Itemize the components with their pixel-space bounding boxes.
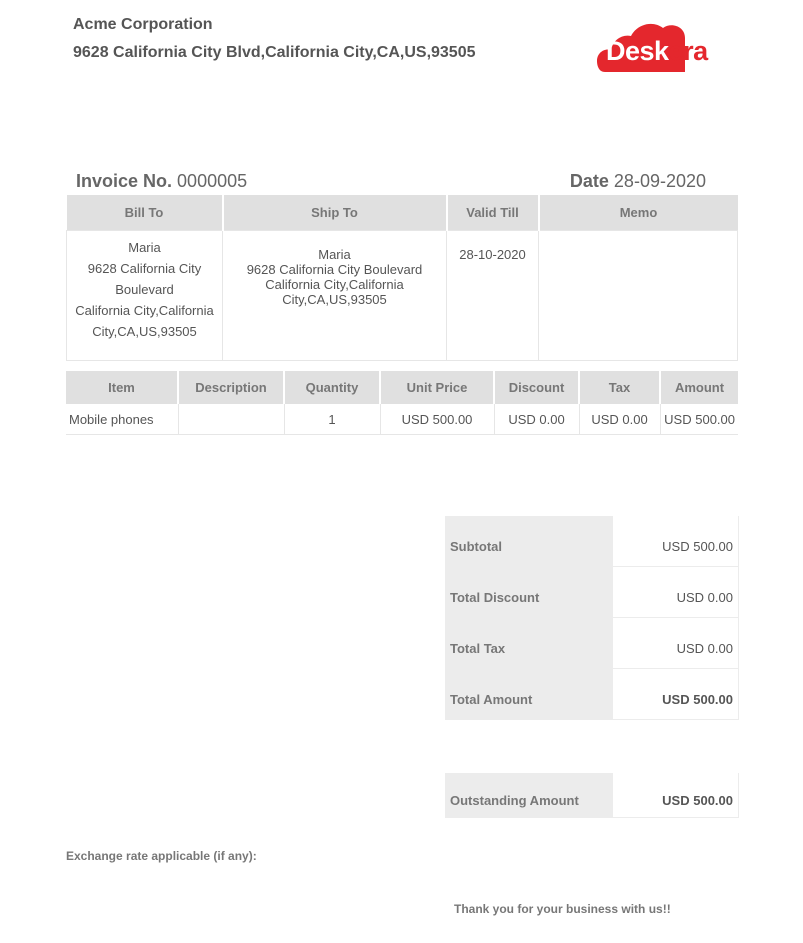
header-description: Description	[178, 371, 284, 404]
subtotal-label: Subtotal	[445, 516, 613, 567]
bill-to-line: Maria	[128, 240, 161, 255]
item-discount: USD 0.00	[494, 404, 579, 435]
bill-to-line: 9628 California City	[87, 261, 202, 276]
item-amount: USD 500.00	[660, 404, 738, 435]
items-table	[66, 371, 738, 435]
item-name: Mobile phones	[66, 404, 178, 435]
outstanding-value: USD 500.00	[613, 773, 739, 818]
item-unit-price: USD 500.00	[380, 404, 494, 435]
logo-wordmark: Deskera	[606, 36, 708, 66]
header-memo: Memo	[539, 195, 738, 231]
header-tax: Tax	[579, 371, 660, 404]
company-name: Acme Corporation	[73, 16, 213, 33]
memo-cell	[539, 231, 738, 361]
header-amount: Amount	[660, 371, 738, 404]
ship-to-line: California City,California	[265, 277, 404, 292]
ship-to-line: Maria	[318, 247, 351, 262]
company-address: 9628 California City Blvd,California City,CA,US,93505	[73, 44, 476, 61]
invoice-date-value: 28-09-2020	[613, 171, 706, 191]
invoice-number-value: 0000005	[177, 171, 248, 191]
totals-table	[445, 516, 739, 720]
header-quantity: Quantity	[284, 371, 380, 404]
ship-to-cell	[223, 231, 447, 361]
invoice-date-label: Date	[569, 171, 609, 191]
bill-to-line: California City,California	[75, 303, 214, 318]
invoice-number-label: Invoice No.	[76, 171, 173, 191]
ship-to-line: 9628 California City Boulevard	[246, 262, 423, 277]
header-unit-price: Unit Price	[380, 371, 494, 404]
info-table	[66, 195, 738, 361]
total-tax-label: Total Tax	[445, 618, 613, 669]
subtotal-value: USD 500.00	[613, 516, 739, 567]
outstanding-label: Outstanding Amount	[445, 773, 613, 818]
header-valid-till: Valid Till	[447, 195, 539, 231]
outstanding-table	[445, 773, 739, 818]
item-quantity: 1	[284, 404, 380, 435]
invoice-date	[570, 171, 706, 192]
header-ship-to: Ship To	[223, 195, 447, 231]
header-item: Item	[66, 371, 178, 404]
exchange-rate-label: Exchange rate applicable (if any):	[66, 849, 257, 863]
header-bill-to: Bill To	[67, 195, 223, 231]
ship-to-line: City,CA,US,93505	[282, 292, 387, 307]
total-discount-value: USD 0.00	[613, 567, 739, 618]
total-tax-value: USD 0.00	[613, 618, 739, 669]
table-row	[66, 404, 738, 435]
bill-to-cell	[67, 231, 223, 361]
total-discount-label: Total Discount	[445, 567, 613, 618]
total-amount-value: USD 500.00	[613, 669, 739, 720]
header-discount: Discount	[494, 371, 579, 404]
valid-till-cell: 28-10-2020	[447, 231, 539, 361]
bill-to-line: City,CA,US,93505	[92, 324, 197, 339]
item-description	[178, 404, 284, 435]
bill-to-line: Boulevard	[115, 282, 174, 297]
item-tax: USD 0.00	[579, 404, 660, 435]
total-amount-label: Total Amount	[445, 669, 613, 720]
thank-you-note: Thank you for your business with us!!	[454, 902, 671, 916]
invoice-number	[76, 171, 247, 192]
